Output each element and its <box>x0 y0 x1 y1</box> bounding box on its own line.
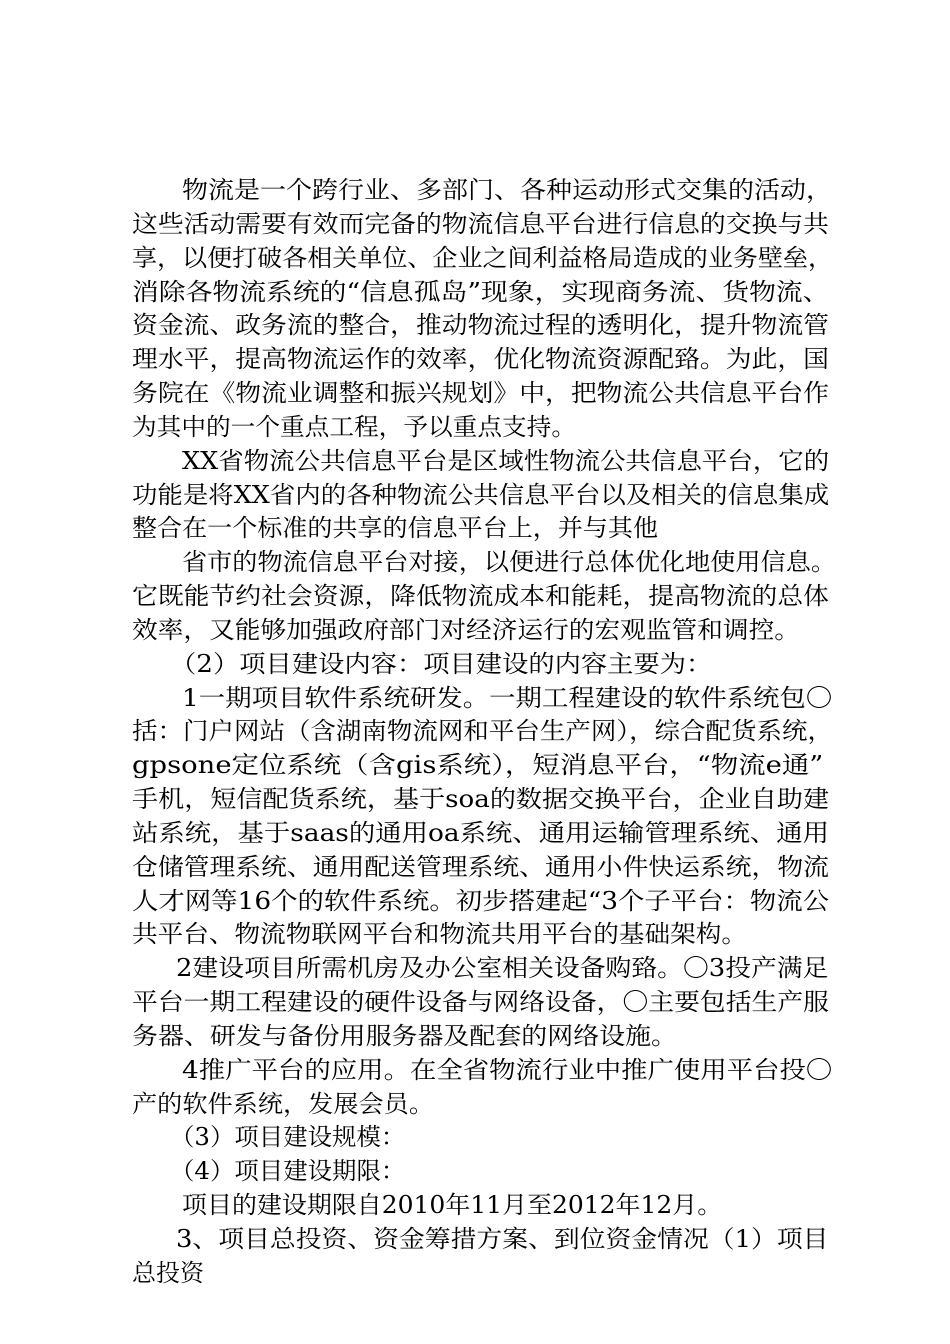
text-line: 平台一期工程建设的硬件设备与网络设备，〇主要包括生产服 <box>132 988 829 1016</box>
text-line: 4推广平台的应用。在全省物流行业中推广使用平台投〇 <box>182 1056 833 1084</box>
text-line: （3）项目建设规模： <box>170 1123 406 1151</box>
text-line: 站系统，基于saas的通用oa系统、通用运输管理系统、通用 <box>132 819 830 847</box>
text-line: 物流是一个跨行业、多部门、各种运动形式交集的活动， <box>182 176 832 204</box>
text-line: 共平台、物流物联网平台和物流共用平台的基础架构。 <box>132 920 747 948</box>
text-line: 这些活动需要有效而完备的物流信息平台进行信息的交换与共 <box>132 210 829 238</box>
text-line: 省市的物流信息平台对接，以便进行总体优化地使用信息。 <box>182 548 836 576</box>
text-line: XX省物流公共信息平台是区域性物流公共信息平台，它的 <box>182 447 830 475</box>
text-line: 务器、研发与备份用服务器及配套的网络设施。 <box>132 1022 677 1050</box>
text-line: 3、项目总投资、资金筹措方案、到位资金情况（1）项目 <box>176 1225 829 1253</box>
text-line: 总投资 <box>132 1259 204 1287</box>
text-line: 消除各物流系统的“信息孤岛”现象，实现商务流、货物流、 <box>132 278 830 306</box>
text-line: （4）项目建设期限： <box>170 1157 406 1185</box>
text-line: 手机，短信配货系统，基于soa的数据交换平台，企业自助建 <box>132 785 830 813</box>
text-line: 效率，又能够加强政府部门对经济运行的宏观监管和调控。 <box>132 616 800 644</box>
text-line: 2建设项目所需机房及办公室相关设备购臵。〇3投产满足 <box>176 954 829 982</box>
text-line: 括：门户网站（含湖南物流网和平台生产网），综合配货系统， <box>132 717 833 745</box>
text-line: 它既能节约社会资源，降低物流成本和能耗，提高物流的总体 <box>132 582 829 610</box>
text-line: 理水平，提高物流运作的效率，优化物流资源配臵。为此，国 <box>132 345 829 373</box>
text-line: 享，以便打破各相关单位、企业之间利益格局造成的业务壁垒， <box>132 244 833 272</box>
text-line: 仓储管理系统、通用配送管理系统、通用小件快运系统，物流 <box>132 853 829 881</box>
text-line: gpsone定位系统（含gis系统），短消息平台，“物流e通” <box>132 751 824 779</box>
text-line: 功能是将XX省内的各种物流公共信息平台以及相关的信息集成 <box>132 481 830 509</box>
text-line: 整合在一个标准的共享的信息平台上，并与其他 <box>132 514 658 542</box>
text-line: 为其中的一个重点工程，予以重点支持。 <box>132 413 576 441</box>
text-line: 务院在《物流业调整和振兴规划》中，把物流公共信息平台作 <box>132 379 829 407</box>
text-line: 人才网等16个的软件系统。初步搭建起“3个子平台：物流公 <box>132 887 830 915</box>
text-line: 资金流、政务流的整合，推动物流过程的透明化，提升物流管 <box>132 311 829 339</box>
text-line: 1一期项目软件系统研发。一期工程建设的软件系统包〇 <box>182 684 833 712</box>
text-line: 项目的建设期限自2010年11月至2012年12月。 <box>182 1191 723 1219</box>
text-line: 产的软件系统，发展会员。 <box>132 1090 434 1118</box>
text-line: （2）项目建设内容：项目建设的内容主要为： <box>170 650 713 678</box>
